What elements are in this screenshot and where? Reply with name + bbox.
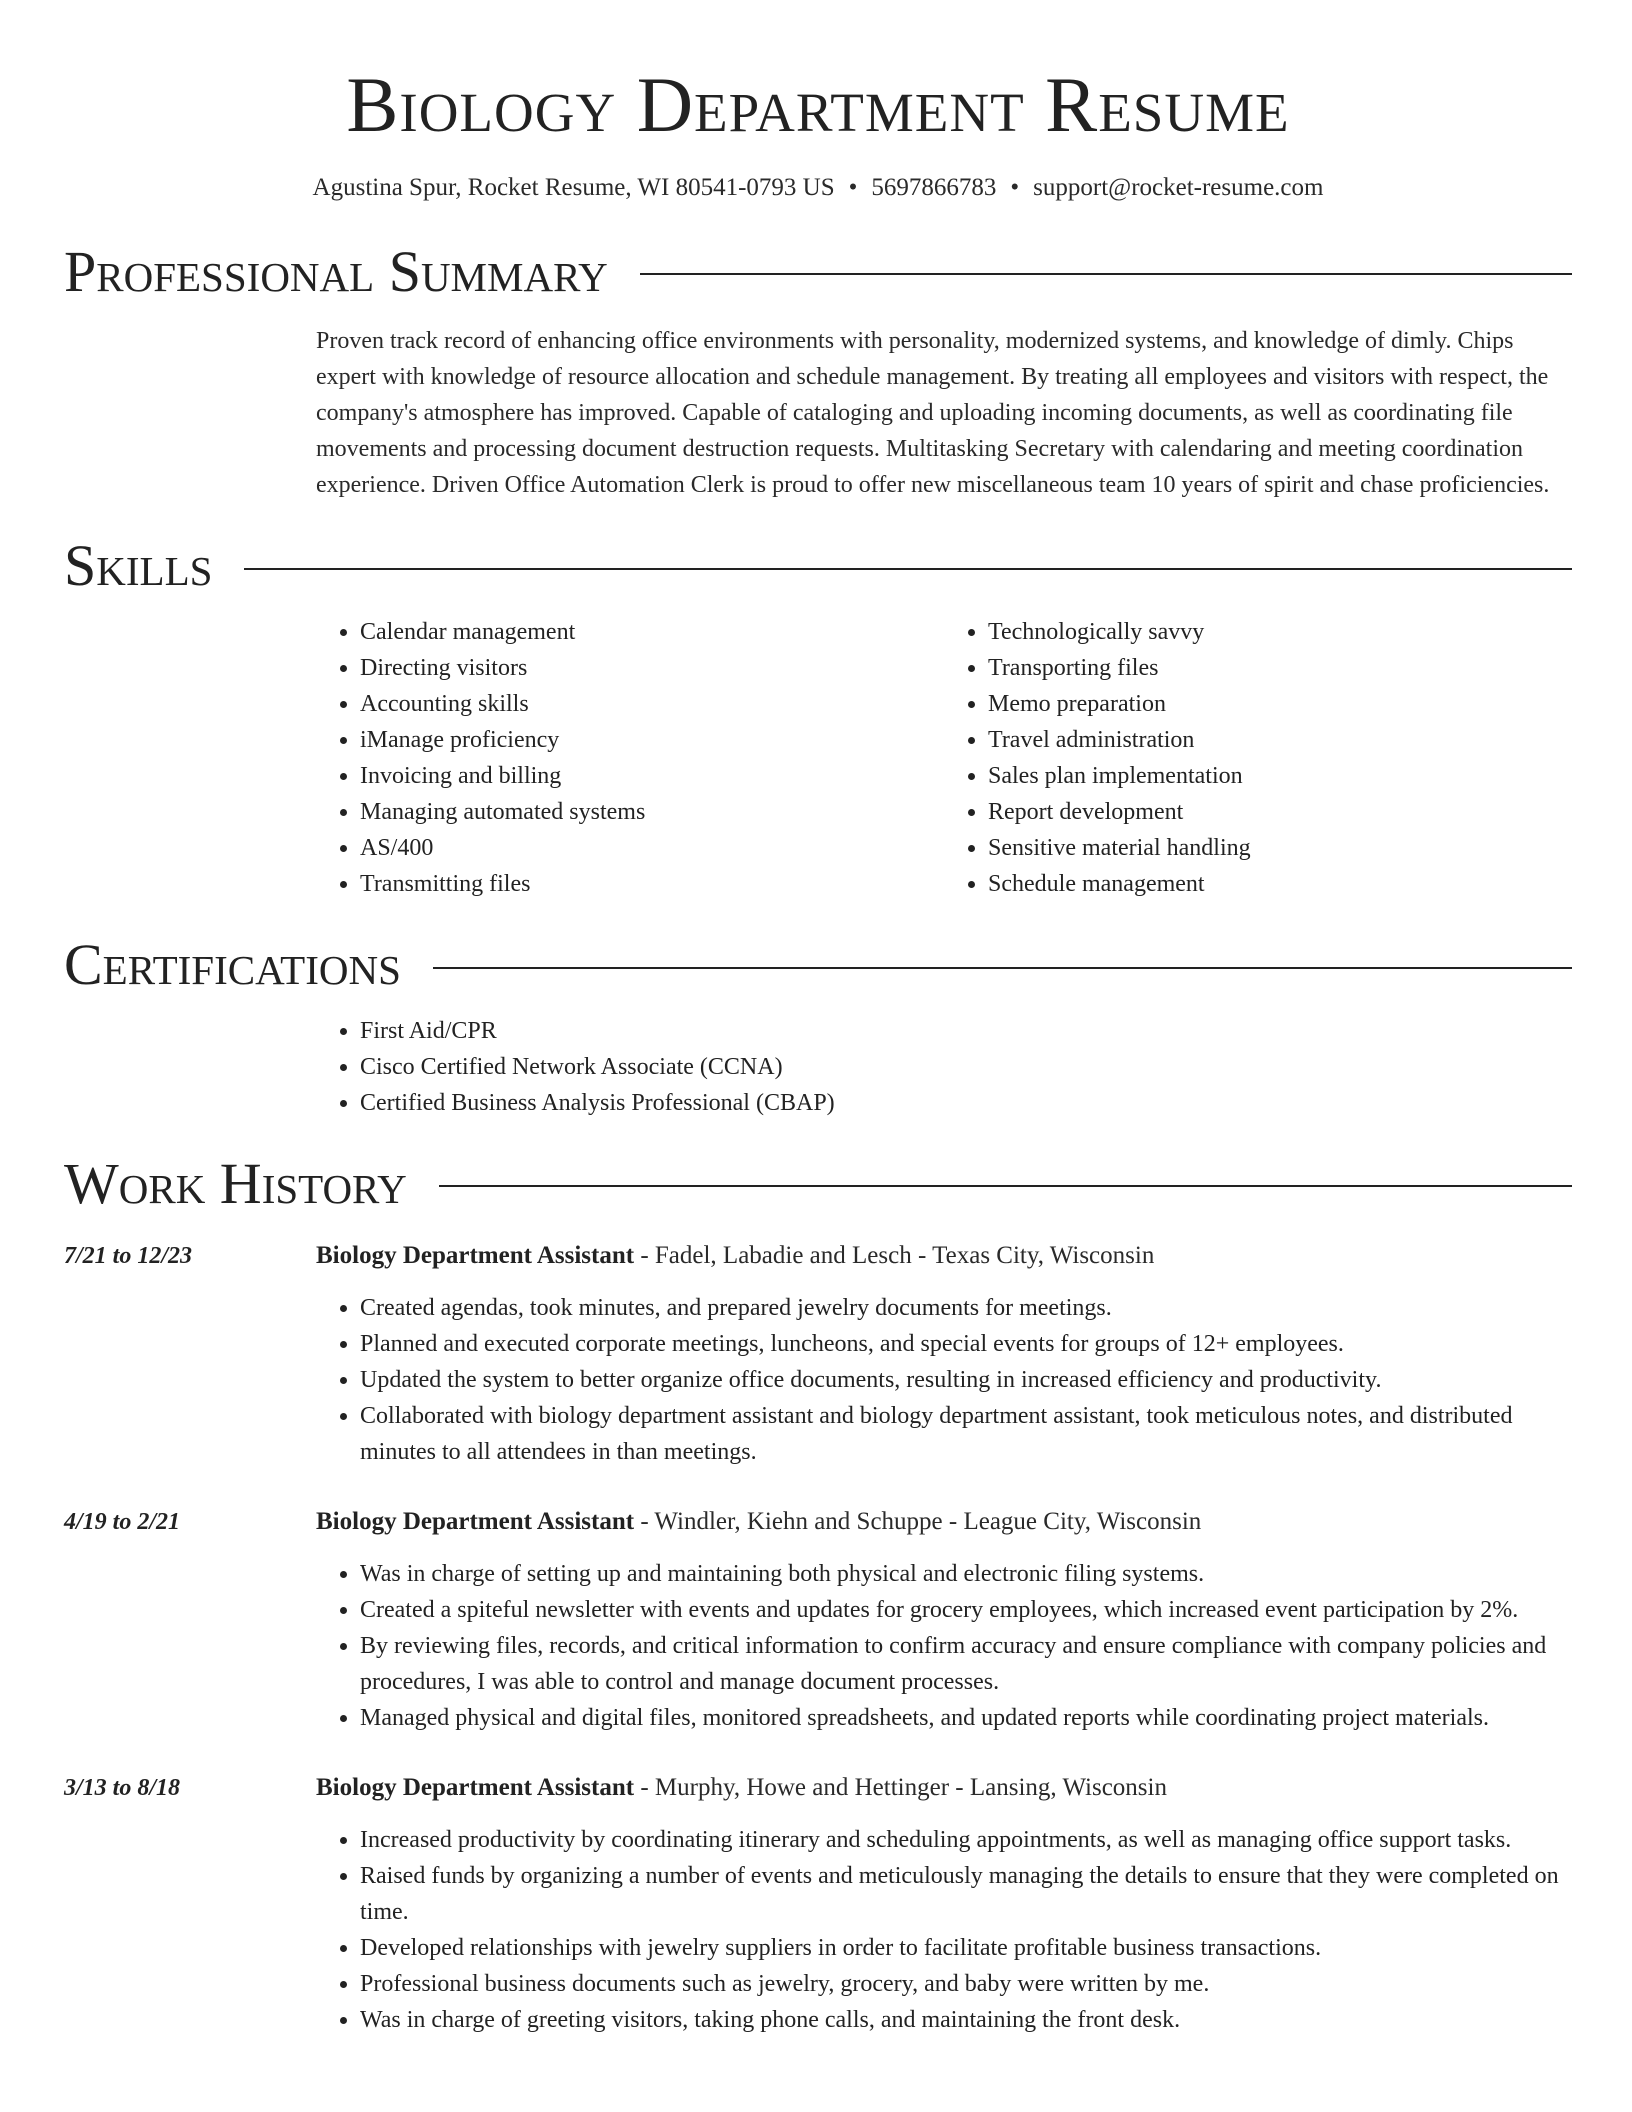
job-employer: - Fadel, Labadie and Lesch - Texas City, Wisconsin <box>634 1241 1155 1269</box>
job-title: Biology Department Assistant <box>316 1773 635 1801</box>
contact-email: support@rocket-resume.com <box>1033 173 1324 201</box>
job-bullets <box>316 1556 1572 1736</box>
job-bullet: • By reviewing files, records, and critical information to confirm accuracy and ensure compliance with company policies and procedures, I was able to control and manage document processes. <box>360 1628 1572 1700</box>
skill-item: • Schedule management <box>988 866 1572 902</box>
contact-separator: • <box>1010 173 1020 201</box>
certification-item: • First Aid/CPR <box>360 1013 1572 1049</box>
document-title: Biology Department Resume <box>346 61 1290 148</box>
job-bullet: • Collaborated with biology department assistant and biology department assistant, took meticulous notes, and distributed minutes to all attendees in than meetings. <box>360 1398 1572 1470</box>
job-title: Biology Department Assistant <box>316 1241 635 1269</box>
job-dates: 3/13 to 8/18 <box>64 1774 181 1801</box>
summary-heading: Professional Summary <box>64 238 608 304</box>
skill-item: • iManage proficiency <box>360 722 944 758</box>
contact-address: Agustina Spur, Rocket Resume, WI 80541-0793 US <box>312 173 835 201</box>
job-bullets <box>316 1822 1572 2038</box>
skills-section-header <box>64 533 1572 600</box>
certifications-heading: Certifications <box>64 932 401 998</box>
job-bullet: • Planned and executed corporate meetings, luncheons, and special events for groups of 12+ employees. <box>360 1326 1572 1362</box>
summary-text: Proven track record of enhancing office environments with personality, modernized systems, and knowledge of dimly. Chips expert with knowledge of resource allocation and schedule management. By treating all employees and visitors with respect, the company's atmosphere has improved. Capable of cataloging and uploading incoming documents, as well as coordinating file movements and processing document destruction requests. Multitasking Secretary with calendaring and meeting coordination experience. Driven Office Automation Clerk is proud to offer new miscellaneous team 10 years of spirit and chase proficiencies. <box>316 328 1550 499</box>
job-bullet: • Created agendas, took minutes, and prepared jewelry documents for meetings. <box>360 1290 1572 1326</box>
job-bullet: • Professional business documents such as jewelry, grocery, and baby were written by me. <box>360 1966 1572 2002</box>
skill-item: • Sensitive material handling <box>988 830 1572 866</box>
job-heading <box>316 1504 1572 1540</box>
contact-phone: 5697866783 <box>871 173 997 201</box>
skills-list-right <box>944 614 1572 902</box>
work-history-section-header <box>64 1151 1572 1218</box>
skill-item: • Directing visitors <box>360 650 944 686</box>
skill-item: • Report development <box>988 794 1572 830</box>
job-bullet: • Raised funds by organizing a number of events and meticulously managing the details to ensure that they were completed on time. <box>360 1858 1572 1930</box>
job-body <box>316 1504 1572 1736</box>
skill-item: • Travel administration <box>988 722 1572 758</box>
skills-heading: Skills <box>64 533 213 599</box>
job-employer: - Windler, Kiehn and Schuppe - League City, Wisconsin <box>634 1507 1202 1535</box>
contact-separator: • <box>848 173 858 201</box>
skill-item: • Transmitting files <box>360 866 944 902</box>
skill-item: • Transporting files <box>988 650 1572 686</box>
section-divider <box>244 568 1572 570</box>
certifications-block <box>316 1013 1572 1121</box>
job-dates: 7/21 to 12/23 <box>64 1242 193 1269</box>
job-body <box>316 1770 1572 2038</box>
job-bullet: • Created a spiteful newsletter with events and updates for grocery employees, which increased event participation by 2%. <box>360 1592 1572 1628</box>
section-divider <box>439 1185 1572 1187</box>
job-entry <box>64 1770 1572 2038</box>
certifications-list <box>316 1013 1572 1121</box>
job-bullet: • Increased productivity by coordinating itinerary and scheduling appointments, as well as managing office support tasks. <box>360 1822 1572 1858</box>
section-divider <box>433 967 1572 969</box>
job-bullet: • Was in charge of greeting visitors, taking phone calls, and maintaining the front desk. <box>360 2002 1572 2038</box>
job-body <box>316 1238 1572 1470</box>
contact-line <box>64 170 1572 205</box>
skill-item: • Technologically savvy <box>988 614 1572 650</box>
skill-item: • Accounting skills <box>360 686 944 722</box>
job-entry <box>64 1504 1572 1736</box>
job-bullet: • Updated the system to better organize office documents, resulting in increased efficiency and productivity. <box>360 1362 1572 1398</box>
job-entry <box>64 1238 1572 1470</box>
resume-page <box>64 0 1572 2038</box>
job-bullet: • Managed physical and digital files, monitored spreadsheets, and updated reports while coordinating project materials. <box>360 1700 1572 1736</box>
job-dates: 4/19 to 2/21 <box>64 1508 181 1535</box>
job-heading <box>316 1770 1572 1806</box>
job-heading <box>316 1238 1572 1274</box>
skill-item: • Calendar management <box>360 614 944 650</box>
job-bullets <box>316 1290 1572 1470</box>
job-bullet: • Developed relationships with jewelry suppliers in order to facilitate profitable business transactions. <box>360 1930 1572 1966</box>
skill-item: • Sales plan implementation <box>988 758 1572 794</box>
skill-item: • Memo preparation <box>988 686 1572 722</box>
job-bullet: • Was in charge of setting up and maintaining both physical and electronic filing systems. <box>360 1556 1572 1592</box>
skills-grid <box>316 614 1572 902</box>
certification-item: • Cisco Certified Network Associate (CCNA) <box>360 1049 1572 1085</box>
certifications-section-header <box>64 932 1572 999</box>
job-employer: - Murphy, Howe and Hettinger - Lansing, Wisconsin <box>634 1773 1167 1801</box>
work-history-heading: Work History <box>64 1150 407 1216</box>
job-title: Biology Department Assistant <box>316 1507 635 1535</box>
skills-list-left <box>316 614 944 902</box>
summary-section-header <box>64 239 1572 306</box>
skill-item: • Managing automated systems <box>360 794 944 830</box>
skill-item: • Invoicing and billing <box>360 758 944 794</box>
certification-item: • Certified Business Analysis Professional (CBAP) <box>360 1085 1572 1121</box>
skill-item: • AS/400 <box>360 830 944 866</box>
section-divider <box>640 273 1572 275</box>
